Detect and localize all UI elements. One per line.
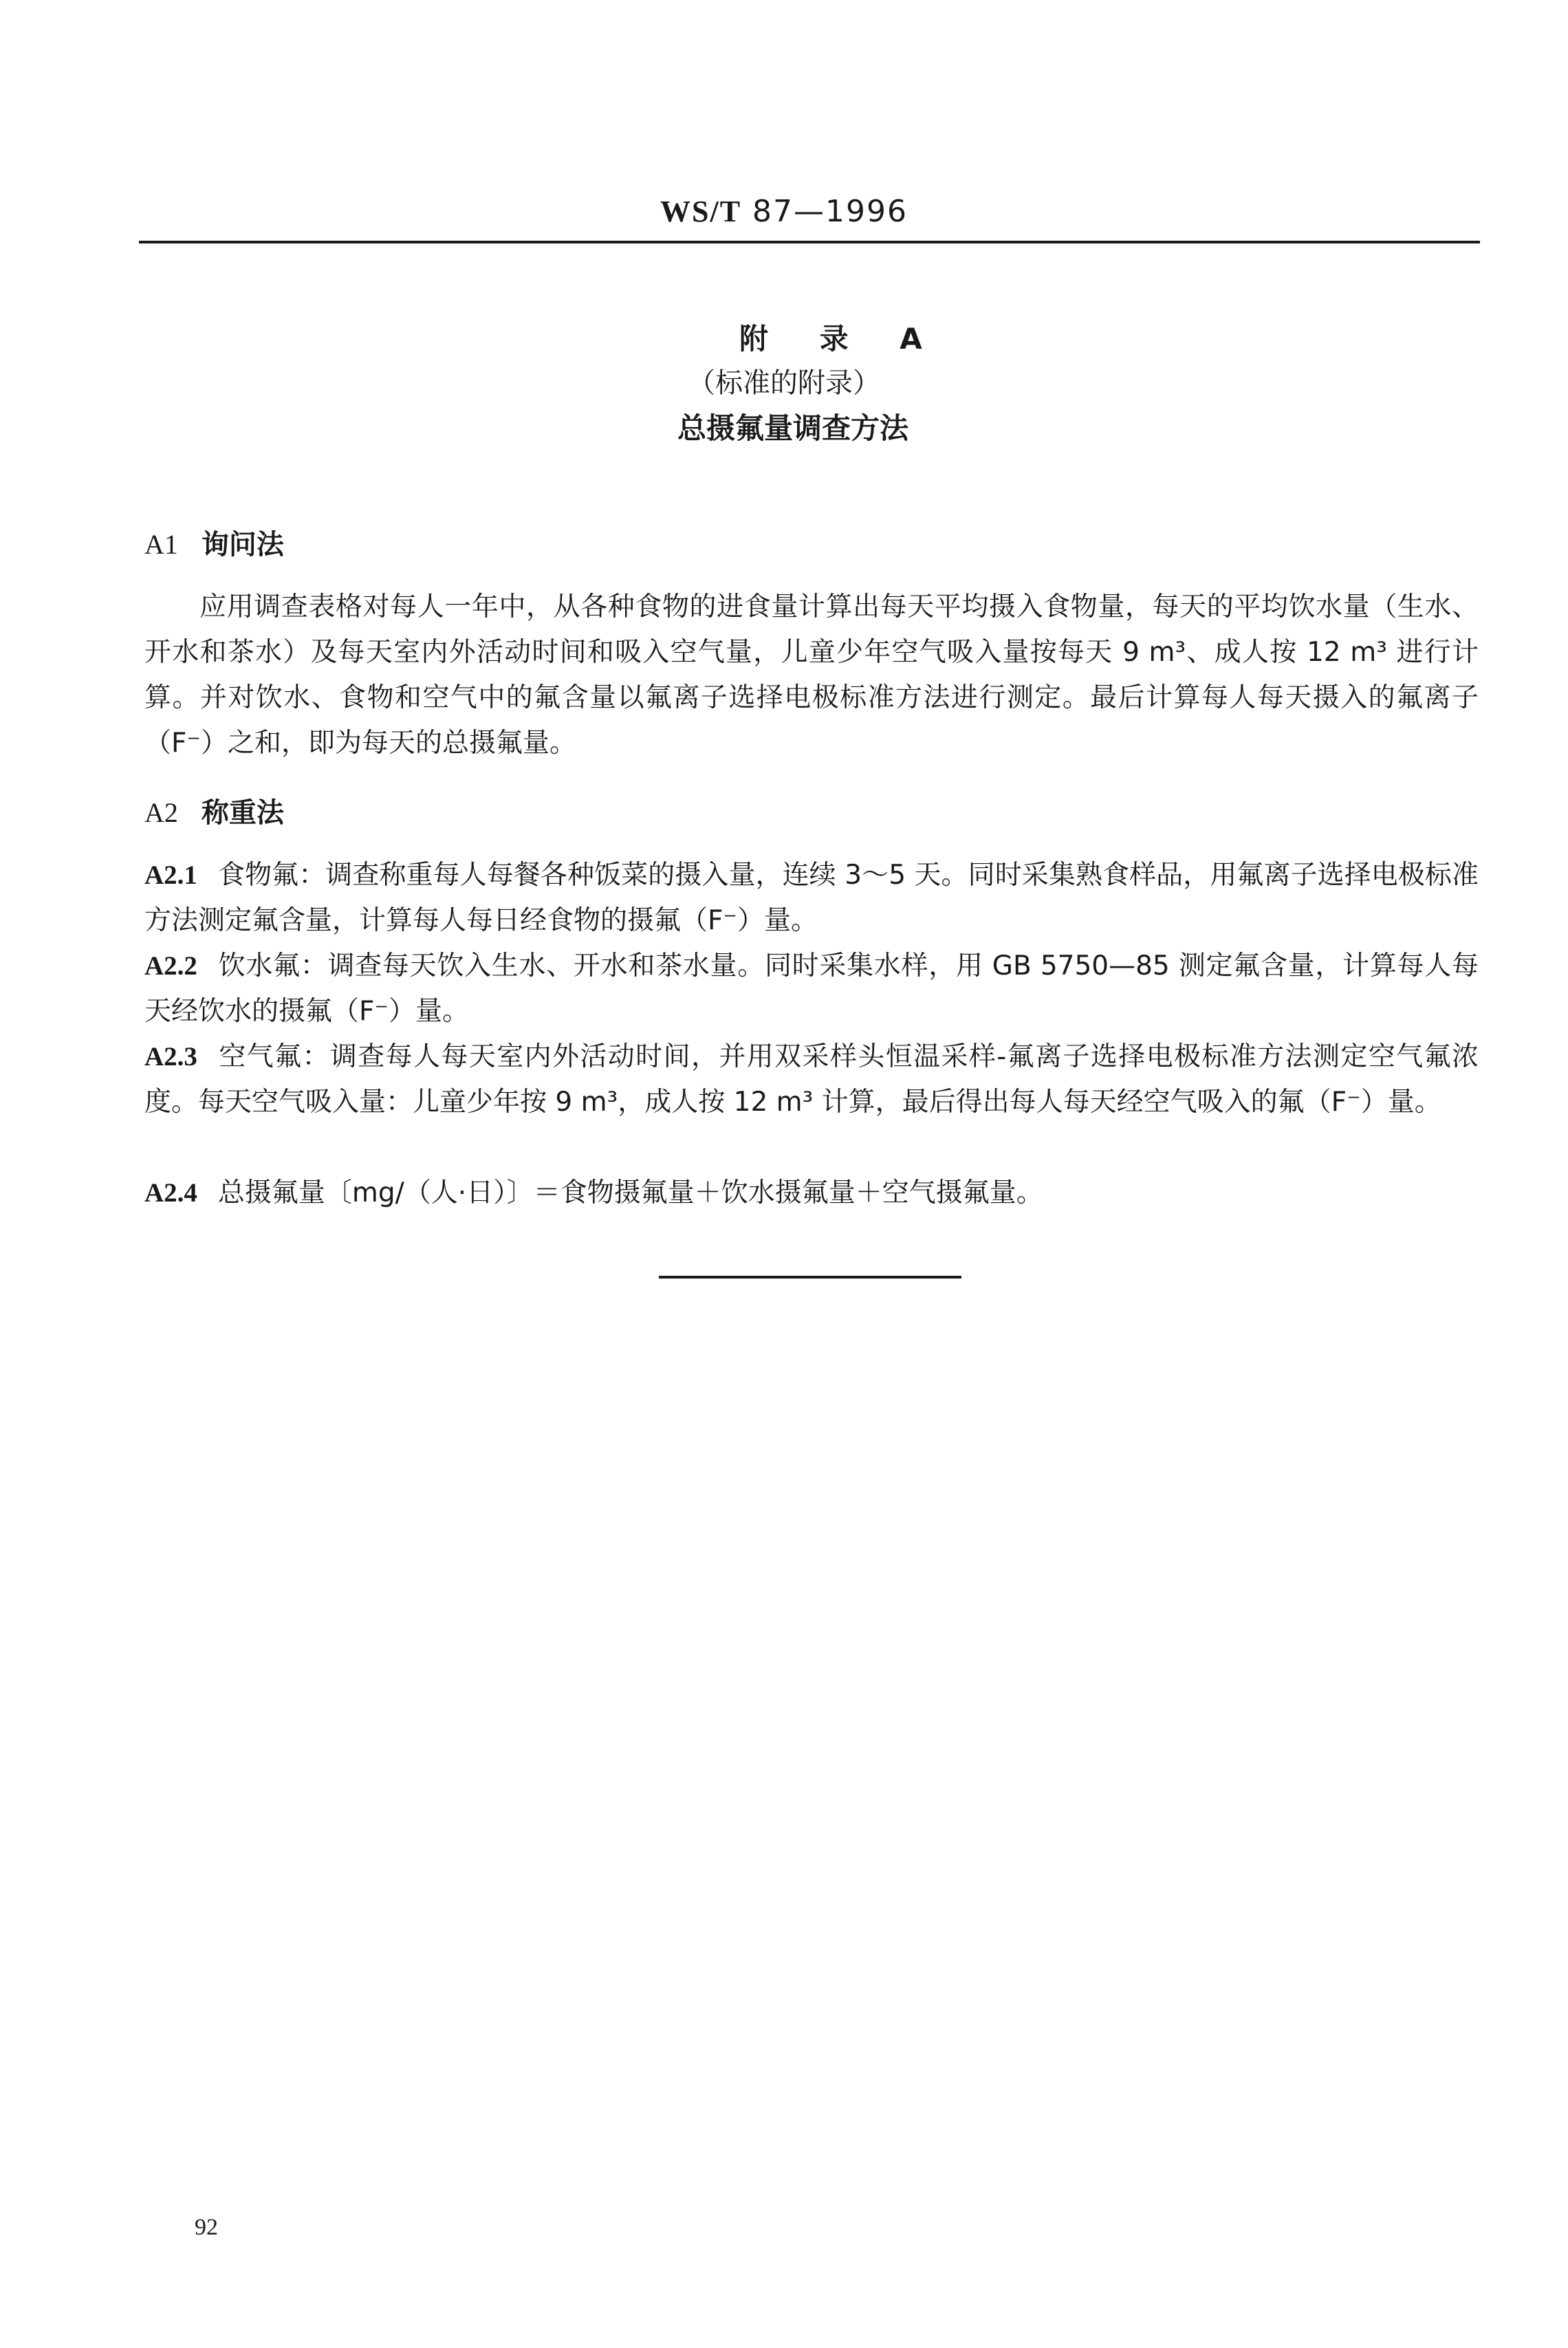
clause-number: A2.1 [144,860,197,890]
appendix-subtitle: 总摄氟量调查方法 [677,411,909,445]
header-rule [139,241,1480,243]
section-heading-a1 [144,523,284,562]
clause-text: 饮水氟：调查每天饮入生水、开水和茶水量。同时采集水样，用 GB 5750—85 测定氟含量，计算每人每天经饮水的摄氟（F⁻）量。 [144,950,1479,1027]
standard-code: WS/T [660,195,742,228]
section-a1-body: 应用调查表格对每人一年中，从各种食物的进食量计算出每天平均摄入食物量，每天的平均饮水量（生水、开水和茶水）及每天室内外活动时间和吸入空气量，儿童少年空气吸入量按每天 9 m³、成人按 12 m³ 进行计算。并对饮水、食物和空气中的氟含量以氟离子选择电极标准方法进行测定。最后计算每人每天摄入的氟离子（F⁻）之和，即为每天的总摄氟量。 [144,591,1479,759]
clause-a2-3 [144,1034,1479,1125]
end-rule [659,1276,961,1279]
appendix-title: 附 录 A [739,322,943,356]
section-number: A1 [144,529,178,560]
clause-text: 空气氟：调查每人每天室内外活动时间，并用双采样头恒温采样-氟离子选择电极标准方法测定空气氟浓度。每天空气吸入量：儿童少年按 9 m³，成人按 12 m³ 计算，最后得出每人每天经空气吸入的氟（F⁻）量。 [144,1041,1479,1118]
clause-number: A2.3 [144,1042,197,1072]
clause-a2-1 [144,853,1479,944]
section-title: 询问法 [201,529,284,561]
section-heading-a2 [144,791,284,830]
clause-a2-2 [144,944,1479,1034]
section-number: A2 [144,797,178,828]
running-header [660,194,935,229]
standard-number: 87—1996 [752,194,908,229]
section-title: 称重法 [201,797,284,829]
clause-number: A2.2 [144,951,197,981]
page-number: 92 [195,2215,218,2240]
clause-text: 食物氟：调查称重每人每餐各种饭菜的摄入量，连续 3～5 天。同时采集熟食样品，用氟离子选择电极标准方法测定氟含量，计算每人每日经食物的摄氟（F⁻）量。 [144,860,1479,936]
clause-text: 总摄氟量〔mg/（人·日）〕＝食物摄氟量＋饮水摄氟量＋空气摄氟量。 [217,1177,1043,1208]
appendix-note: （标准的附录） [688,367,880,399]
clause-number: A2.4 [144,1178,197,1208]
clause-a2-4 [144,1171,1479,1216]
